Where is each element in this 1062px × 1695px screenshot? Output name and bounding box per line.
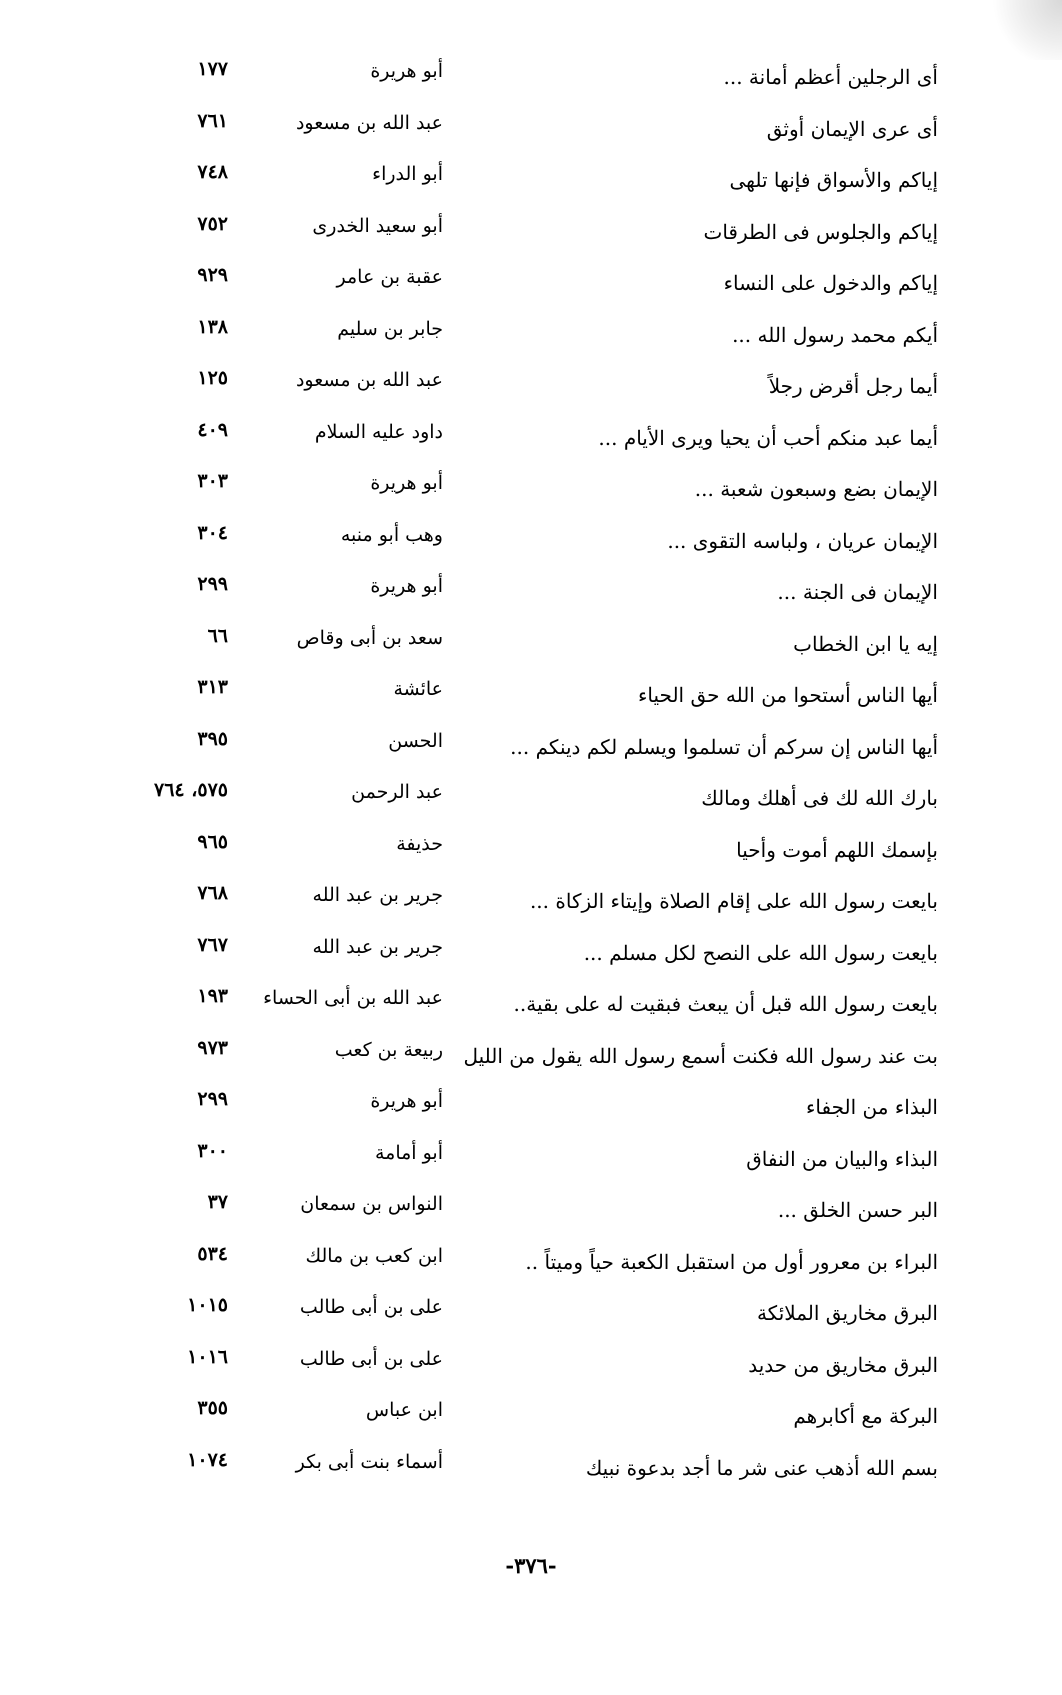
hadith-phrase: أيما رجل أقرض رجلاً (768, 374, 938, 398)
hadith-phrase: البرق مخاريق من حديد (748, 1352, 938, 1377)
hadith-index-list (108, 56, 938, 1498)
index-entry (108, 829, 938, 881)
narrator-name: النواس بن سمعان (300, 1193, 443, 1215)
page-reference: ١٠١٦ (187, 1345, 228, 1368)
narrator-name: أبو هريرة (370, 60, 443, 82)
hadith-phrase: أيما عبد منكم أحب أن يحيا ويرى الأيام ... (598, 425, 938, 450)
narrator-name: داود عليه السلام (314, 420, 443, 443)
index-entry (108, 1138, 938, 1190)
index-entry (108, 1241, 938, 1293)
narrator-name: حذيفة (396, 832, 443, 855)
index-entry (108, 1395, 938, 1447)
index-entry (108, 365, 938, 417)
index-entry (108, 314, 938, 366)
index-entry (108, 623, 938, 675)
index-entry (108, 108, 938, 160)
narrator-name: ابن كعب بن مالك (305, 1244, 443, 1267)
scan-corner-shading (992, 0, 1062, 60)
index-entry (108, 880, 938, 932)
hadith-phrase: بارك الله لك فى أهلك ومالك (701, 786, 938, 810)
page-reference: ١٣٨ (197, 315, 228, 338)
page-reference: ١٩٣ (197, 985, 228, 1007)
page-reference: ١٠١٥ (187, 1294, 228, 1316)
narrator-name: الحسن (388, 729, 443, 752)
narrator-name: عبد الله بن أبى الحساء (263, 987, 443, 1009)
narrator-name: على بن أبى طالب (299, 1347, 443, 1370)
hadith-phrase: بايعت رسول الله على إقام الصلاة وإيتاء الزكاة ... (529, 889, 938, 913)
page-reference: ٣٥٥ (197, 1397, 228, 1419)
hadith-phrase: الإيمان فى الجنة ... (777, 580, 938, 604)
narrator-name: عبد الرحمن (351, 781, 443, 803)
narrator-name: عقبة بن عامر (336, 266, 443, 288)
hadith-phrase: البركة مع أكابرهم (793, 1404, 938, 1428)
index-entry (108, 262, 938, 314)
page-reference: ٢٩٩ (197, 573, 228, 595)
hadith-phrase: البراء بن معرور أول من استقبل الكعبة حياً وميتاً .. (525, 1249, 938, 1274)
narrator-name: عائشة (393, 678, 443, 700)
hadith-phrase: أى عرى الإيمان أوثق (766, 116, 938, 141)
page-reference: ٣٧ (207, 1191, 228, 1213)
index-entry (108, 520, 938, 572)
index-entry (108, 777, 938, 829)
hadith-phrase: الإيمان بضع وسبعون شعبة ... (694, 477, 938, 501)
page-reference: ٣٠٣ (197, 470, 228, 492)
hadith-phrase: البر حسن الخلق ... (777, 1198, 938, 1222)
narrator-name: وهب أبو منبه (340, 523, 443, 546)
hadith-phrase: بايعت رسول الله على النصح لكل مسلم ... (583, 940, 938, 965)
hadith-phrase: إياكم والأسواق فإنها تلهى (729, 168, 938, 192)
narrator-name: أبو هريرة (370, 472, 443, 494)
narrator-name: ابن عباس (365, 1399, 443, 1421)
hadith-phrase: الإيمان عريان ، ولباسه التقوى ... (667, 528, 938, 553)
page-number: -٣٧٦- (505, 1553, 557, 1578)
hadith-phrase: بإسمك اللهم أموت وأحيا (736, 837, 938, 862)
hadith-phrase: أيكم محمد رسول الله ... (732, 322, 938, 347)
page-reference: ٥٧٥، ٧٦٤ (154, 779, 228, 801)
page-reference: ٩٢٩ (197, 264, 228, 286)
hadith-phrase: إياكم والدخول على النساء (723, 271, 938, 295)
narrator-name: جرير بن عبد الله (312, 884, 443, 906)
narrator-name: أبو هريرة (370, 1090, 443, 1112)
index-entry (108, 1189, 938, 1241)
page-reference: ٩٦٥ (197, 830, 228, 853)
page-reference: ٧٦١ (197, 109, 228, 132)
page-reference: ٣٠٠ (197, 1139, 228, 1162)
index-entry (108, 56, 938, 108)
hadith-phrase: بايعت رسول الله قبل أن يبعث فبقيت له على بقية.. (513, 992, 938, 1016)
hadith-phrase: البرق مخاريق الملائكة (756, 1301, 938, 1325)
index-entry (108, 571, 938, 623)
index-entry (108, 417, 938, 469)
narrator-name: ربيعة بن كعب (334, 1038, 443, 1061)
index-entry (108, 674, 938, 726)
index-entry (108, 1292, 938, 1344)
narrator-name: جرير بن عبد الله (312, 935, 443, 958)
narrator-name: جابر بن سليم (337, 317, 443, 340)
hadith-phrase: أيها الناس إن سركم أن تسلموا ويسلم لكم دينكم ... (510, 734, 938, 759)
narrator-name: عبد الله بن مسعود (295, 111, 443, 134)
page-reference: ٧٦٧ (197, 933, 228, 956)
page-reference: ٣١٣ (197, 676, 228, 698)
page-reference: ٥٣٤ (197, 1242, 228, 1265)
hadith-phrase: أيها الناس أستحوا من الله حق الحياء (638, 683, 938, 707)
page-reference: ٤٠٩ (197, 418, 228, 441)
narrator-name: عبد الله بن مسعود (295, 369, 443, 391)
page-reference: ٢٩٩ (197, 1088, 228, 1110)
index-entry (108, 726, 938, 778)
narrator-name: على بن أبى طالب (299, 1296, 443, 1318)
page-reference: ٧٦٨ (197, 882, 228, 904)
index-entry (108, 159, 938, 211)
narrator-name: أبو هريرة (370, 575, 443, 597)
narrator-name: أبو أمامة (374, 1141, 443, 1164)
narrator-name: أبو الدراء (372, 163, 443, 185)
hadith-phrase: البذاء والبيان من النفاق (746, 1146, 938, 1171)
index-entry (108, 983, 938, 1035)
page-reference: ١٧٧ (197, 58, 228, 80)
page-reference: ٧٤٨ (197, 161, 228, 183)
hadith-phrase: أى الرجلين أعظم أمانة ... (723, 65, 938, 89)
hadith-phrase: بسم الله أذهب عنى شر ما أجد بدعوة نبيك (585, 1455, 938, 1480)
page-reference: ١٠٧٤ (187, 1448, 228, 1471)
page-reference: ١٢٥ (197, 367, 228, 389)
index-entry (108, 468, 938, 520)
index-entry (108, 1086, 938, 1138)
page-reference: ٣٩٥ (197, 727, 228, 750)
page-reference: ٩٧٣ (197, 1036, 228, 1059)
page-reference: ٧٥٢ (197, 212, 228, 235)
index-entry (108, 1035, 938, 1087)
narrator-name: أسماء بنت أبى بكر (295, 1450, 443, 1473)
hadith-phrase: البذاء من الجفاء (806, 1095, 938, 1119)
hadith-phrase: إيه يا ابن الخطاب (793, 631, 938, 656)
index-entry (108, 211, 938, 263)
index-entry (108, 1344, 938, 1396)
hadith-phrase: بت عند رسول الله فكنت أسمع رسول الله يقول من الليل (463, 1043, 938, 1068)
narrator-name: أبو سعيد الخدرى (312, 214, 443, 237)
index-entry (108, 932, 938, 984)
narrator-name: سعد بن أبى وقاص (296, 626, 443, 649)
index-entry (108, 1447, 938, 1499)
page-reference: ٦٦ (207, 624, 228, 647)
page-reference: ٣٠٤ (197, 521, 228, 544)
hadith-phrase: إياكم والجلوس فى الطرقات (703, 219, 938, 244)
